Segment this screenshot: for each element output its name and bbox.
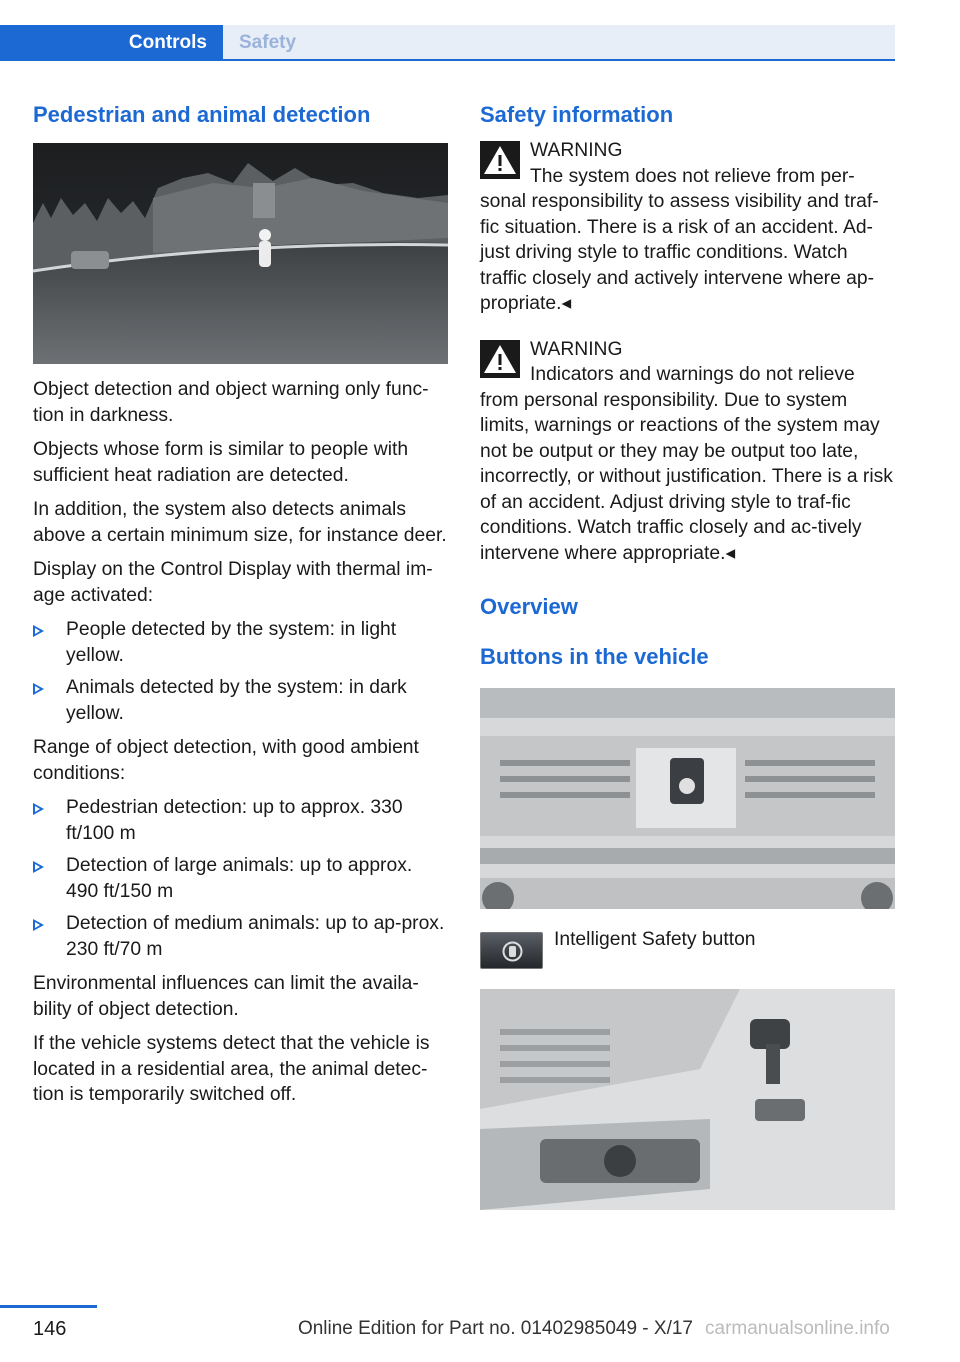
warning-2-title: WARNING xyxy=(530,338,623,360)
tab-underline xyxy=(223,59,895,61)
thermal-image-figure xyxy=(33,143,448,364)
list-item: People detected by the system: in light yellow. xyxy=(33,617,448,668)
heading-overview: Overview xyxy=(480,594,578,619)
page-number: 146 xyxy=(33,1318,67,1340)
intelligent-safety-label: Intelligent Safety button xyxy=(554,929,756,950)
triangle-bullet-icon xyxy=(33,683,44,695)
car-shield-icon xyxy=(481,933,544,970)
para-display: Display on the Control Display with thermal im-age activated: xyxy=(33,559,433,606)
footer-edition: Online Edition for Part no. 01402985049 - X/17 xyxy=(297,1318,693,1339)
footer-watermark: carmanualsonline.info xyxy=(705,1318,890,1339)
triangle-bullet-icon xyxy=(33,861,44,873)
heading-pedestrian-animal-detection: Pedestrian and animal detection xyxy=(33,102,371,127)
triangle-bullet-icon xyxy=(33,919,44,931)
warning-1-line1: The system does not relieve from per- xyxy=(530,165,855,187)
light-switch-figure xyxy=(480,989,895,1210)
para-darkness: Object detection and object warning only func-tion in darkness. xyxy=(33,379,429,426)
list-item: Animals detected by the system: in dark yellow. xyxy=(33,675,448,726)
dashboard-vents-image xyxy=(480,688,895,909)
para-animals: In addition, the system also detects animals above a certain minimum size, for instance deer. xyxy=(33,499,447,546)
warning-triangle-icon xyxy=(480,340,520,378)
intelligent-safety-row xyxy=(480,919,895,977)
list-display-colors xyxy=(33,617,448,726)
light-switch-image xyxy=(480,989,895,1210)
para-environment: Environmental influences can limit the availa-bility of object detection. xyxy=(33,973,419,1020)
list-item: Pedestrian detection: up to approx. 330 ft/100 m xyxy=(33,795,448,846)
list-ranges xyxy=(33,795,448,962)
heading-buttons-in-vehicle: Buttons in the vehicle xyxy=(480,644,709,669)
header-tabs xyxy=(0,25,895,61)
left-column xyxy=(33,100,448,1117)
tab-safety[interactable]: Safety xyxy=(223,25,895,61)
list-item: Detection of large animals: up to approx. 490 ft/150 m xyxy=(33,853,448,904)
tab-controls[interactable]: Controls xyxy=(0,25,223,61)
list-item: Detection of medium animals: up to ap-prox. 230 ft/70 m xyxy=(33,911,448,962)
warning-triangle-icon xyxy=(480,141,520,179)
warning-1-text: sonal responsibility to assess visibility and traf-fic situation. There is a risk of an accident. Ad-just driving style to traffic conditions. Watch traffic closely and actively intervene where ap-propriate.◂ xyxy=(480,191,879,314)
footer-rule xyxy=(0,1305,97,1308)
para-heat-radiation: Objects whose form is similar to people with sufficient heat radiation are detected. xyxy=(33,439,409,486)
heading-safety-information: Safety information xyxy=(480,102,674,127)
warning-1 xyxy=(480,138,895,317)
dashboard-vents-figure xyxy=(480,688,895,909)
warning-1-title: WARNING xyxy=(530,140,623,161)
triangle-bullet-icon xyxy=(33,625,44,637)
warning-2-line1: Indicators and warnings do not relieve xyxy=(530,364,855,385)
thermal-night-image xyxy=(33,143,448,364)
para-range: Range of object detection, with good ambient conditions: xyxy=(33,737,419,784)
warning-2-text: from personal responsibility. Due to system limits, warnings or reactions of the system may not be output or they may be output too late, incorrectly, or without justification. There is a risk of an accident. Adjust driving style to traf-fic conditions. Watch traffic closely and ac-tively intervene where appropriate.◂ xyxy=(480,389,893,564)
intelligent-safety-button-icon[interactable] xyxy=(480,932,543,969)
right-column xyxy=(480,100,895,1210)
triangle-bullet-icon xyxy=(33,803,44,815)
warning-2 xyxy=(480,337,895,567)
para-residential: If the vehicle systems detect that the vehicle is located in a residential area, the animal detec-tion is temporarily switched off. xyxy=(33,1033,430,1105)
